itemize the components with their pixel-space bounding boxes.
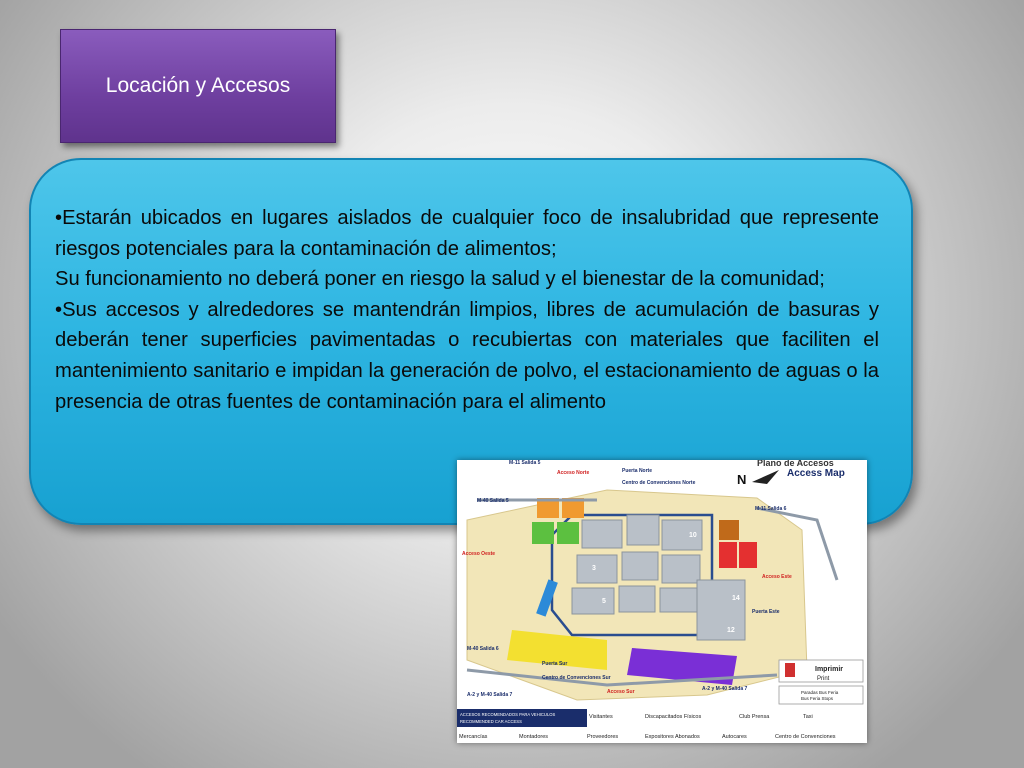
paragraph-3: •Sus accesos y alrededores se mantendrán limpios, libres de acumulación de basuras y deberán tener superficies pavimentadas o recubiertas con materiales que faciliten el mantenimiento sanitario e impidan la generación de polvo, el estacionamiento de aguas o la presencia de otras fuentes de contaminación para el alimento bbox=[55, 298, 879, 413]
map-legend-header-2: RECOMMENDED CAR ACCESS bbox=[460, 719, 522, 724]
map-print-es: Imprimir bbox=[815, 666, 844, 673]
slide-title: Locación y Accesos bbox=[105, 74, 291, 97]
map-label: Acceso Oeste bbox=[462, 551, 496, 557]
map-legend-item: Mercancías bbox=[459, 734, 488, 740]
map-legend-item: Visitantes bbox=[589, 714, 613, 720]
map-label: Centro de Convenciones Norte bbox=[622, 480, 696, 486]
map-legend-header-1: ACCESOS RECOMENDADOS PARA VEHICULOS bbox=[460, 712, 556, 717]
map-label: M-11 Salida 5 bbox=[509, 460, 541, 466]
map-label: Puerta Sur bbox=[542, 661, 568, 667]
map-label: A-2 y M-40 Salida 7 bbox=[467, 692, 513, 698]
map-title-en: Access Map bbox=[787, 468, 845, 479]
map-legend-item: Autocares bbox=[722, 734, 747, 740]
map-legend-item: Expositores Abonados bbox=[645, 734, 700, 740]
map-label: A-2 y M-40 Salida 7 bbox=[702, 686, 748, 692]
slide-title-box bbox=[60, 29, 336, 143]
pdf-icon bbox=[785, 663, 795, 677]
map-hall-label: 14 bbox=[732, 595, 740, 602]
map-legend-item: Montadores bbox=[519, 734, 549, 740]
map-label: M-40 Salida 5 bbox=[477, 498, 509, 504]
map-label: Acceso Sur bbox=[607, 689, 635, 695]
map-title-es: Plano de Accesos bbox=[757, 460, 834, 468]
map-legend-item: Proveedores bbox=[587, 734, 619, 740]
map-legend-item: Taxi bbox=[803, 714, 813, 720]
map-label: Acceso Norte bbox=[557, 470, 590, 476]
map-label: Acceso Este bbox=[762, 574, 792, 580]
access-map-image bbox=[457, 460, 867, 743]
map-label: Puerta Norte bbox=[622, 468, 653, 474]
map-hall-label: 5 bbox=[602, 598, 606, 605]
map-print-en: Print bbox=[817, 676, 830, 682]
map-legend-item: Discapacitados Físicos bbox=[645, 714, 702, 720]
paragraph-1: •Estarán ubicados en lugares aislados de cualquier foco de insalubridad que represente riesgos potenciales para la contaminación de alimentos; bbox=[55, 207, 879, 260]
map-hall-label: 3 bbox=[592, 565, 596, 572]
map-hall-label: 12 bbox=[727, 627, 735, 634]
map-label: Centro de Convenciones Sur bbox=[542, 675, 611, 681]
map-hall-label: 10 bbox=[689, 532, 697, 539]
content-text bbox=[55, 203, 879, 417]
map-label: M-40 Salida 6 bbox=[467, 646, 499, 652]
map-bus-es: Paradas Bus Feria bbox=[801, 690, 839, 695]
map-legend-item: Centro de Convenciones bbox=[775, 734, 836, 740]
map-label: Puerta Este bbox=[752, 609, 780, 615]
map-north: N bbox=[737, 472, 747, 487]
map-bus-en: Bus Feria Stops bbox=[801, 696, 834, 701]
paragraph-2: Su funcionamiento no deberá poner en riesgo la salud y el bienestar de la comunidad; bbox=[55, 268, 825, 291]
map-label: M-11 Salida 6 bbox=[755, 506, 787, 512]
map-legend-item: Club Prensa bbox=[739, 714, 770, 720]
